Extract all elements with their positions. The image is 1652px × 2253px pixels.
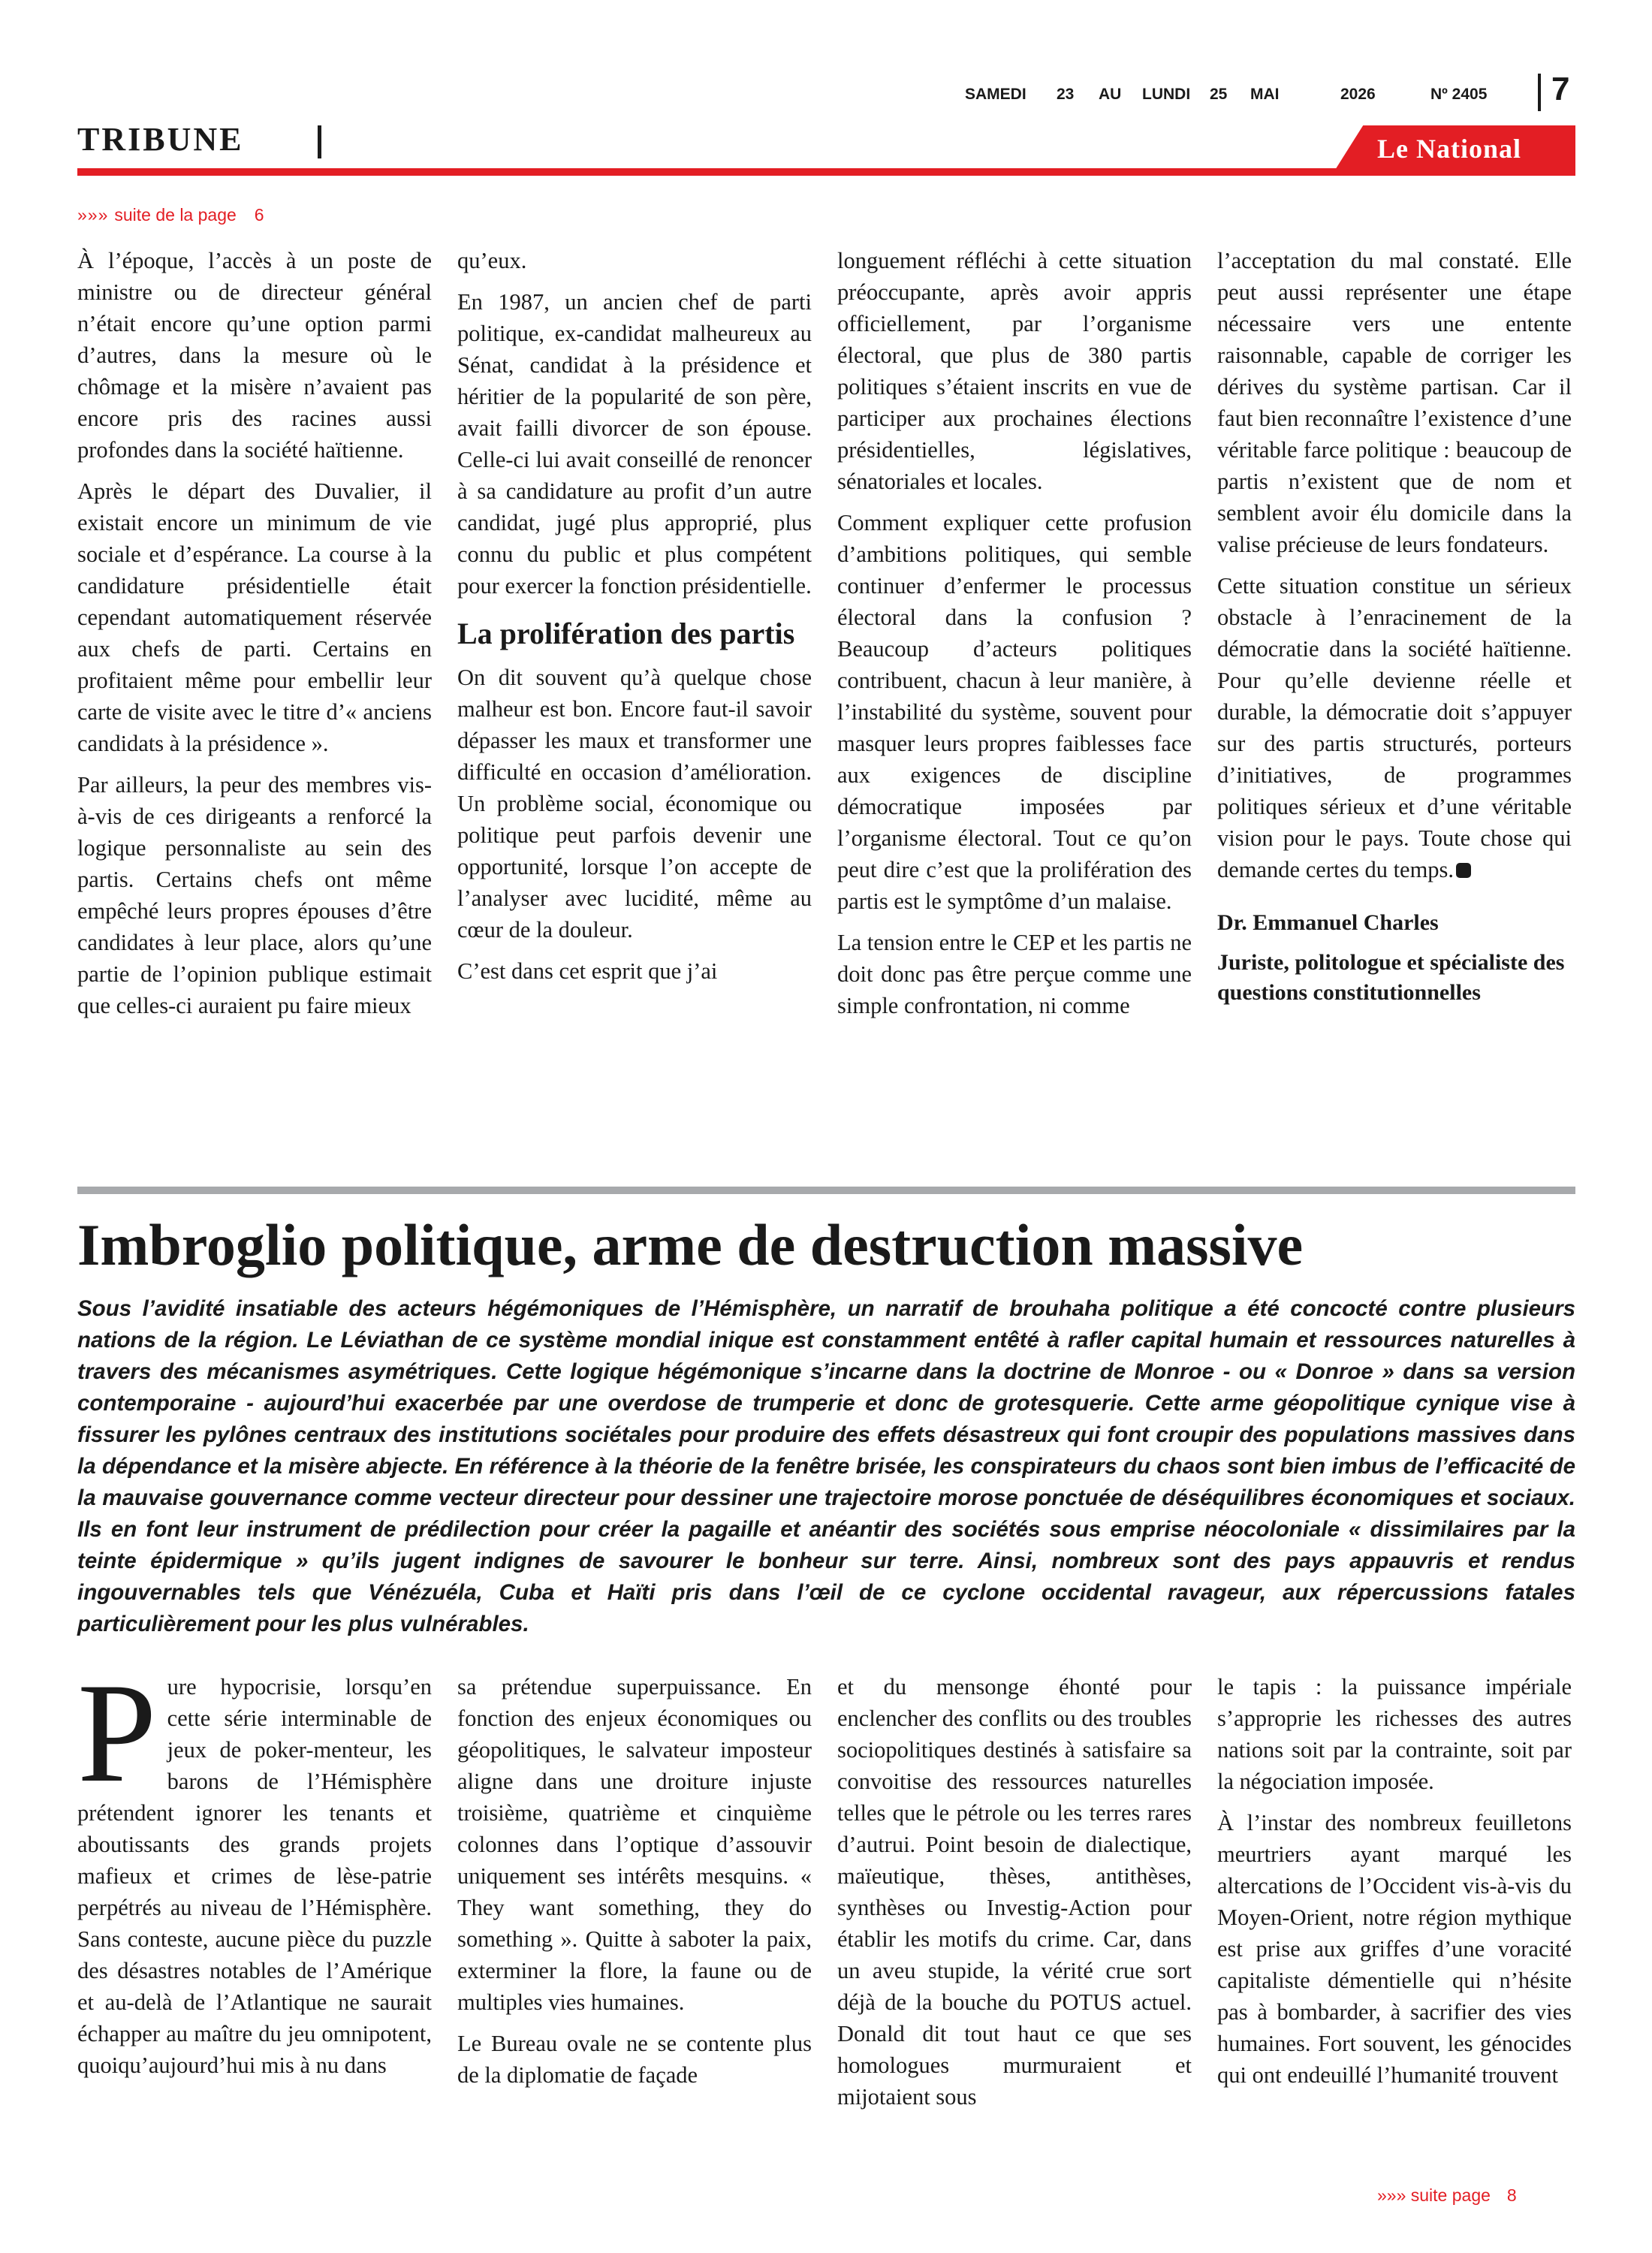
- article-column-4: [1217, 1671, 1572, 2212]
- issue-day-start: SAMEDI: [965, 86, 1026, 103]
- tribune-column-4: [1217, 245, 1572, 1164]
- paragraph-text: ure hypocrisie, lorsqu’en cette série interminable de jeux de poker-menteur, les barons de l’Hémisphère prétendent ignorer les tenants et aboutissants des grands projets mafieux et crimes de lèse-patrie perpétrés au niveau de l’Hémisphère. Sans conteste, aucune pièce du puzzle des désastres notables de l’Amérique et au-delà de l’Atlantique ne saurait échapper au maître du jeu omnipotent, quoiqu’aujourd’hui mis à nu dans: [77, 1674, 432, 2078]
- continued-from-page: 6: [254, 205, 264, 225]
- paragraph: À l’époque, l’accès à un poste de ministre ou de directeur général n’était encore qu’une option parmi d’autres, dans la mesure où le chômage et la misère n’avaient pas encore pris des racines aussi profondes dans la société haïtienne.: [77, 248, 432, 463]
- paragraph: l’acceptation du mal constaté. Elle peut aussi représenter une étape nécessaire vers une entente raisonnable, capable de corriger les dérives du système partisan. Car il faut bien reconnaître l’existence d’une véritable farce politique : beaucoup de partis n’existent que de nom et semblent avoir élu domicile dans la valise précieuse de leurs fondateurs.: [1217, 248, 1572, 557]
- paragraph-final: [1217, 570, 1572, 885]
- tribune-column-3: [837, 245, 1192, 1164]
- paragraph: Le Bureau ovale ne se contente plus de la diplomatie de façade: [457, 2031, 812, 2088]
- paragraph-final-text: Cette situation constitue un sérieux obstacle à l’enracinement de la démocratie dans la société haïtienne. Pour qu’elle devienne réelle et durable, la démocratie doit s’appuyer sur des partis structurés, porteurs d’initiatives, de programmes politiques sérieux et d’une véritable vision pour le pays. Toute chose qui demande certes du temps.: [1217, 573, 1572, 882]
- author-role: Juriste, politologue et spécialiste des questions constitutionnelles: [1217, 950, 1565, 1005]
- article-separator: [77, 1187, 1575, 1194]
- continued-from-arrows: »»»: [77, 205, 109, 225]
- paragraph: Par ailleurs, la peur des membres vis-à-vis de ces dirigeants a renforcé la logique personnaliste au sein des partis. Certains chefs ont même empêché leurs propres épouses d’être candidates à leur place, alors qu’une partie de l’opinion publique estimait que celles-ci auraient pu faire mieux: [77, 772, 432, 1018]
- tribune-column-2: [457, 245, 812, 1164]
- paragraph: La tension entre le CEP et les partis ne doit donc pas être perçue comme une simple confrontation, ni comme: [837, 930, 1192, 1018]
- end-of-article-icon: [1456, 863, 1471, 878]
- paragraph: et du mensonge éhonté pour enclencher des conflits ou des troubles sociopolitiques destinés à satisfaire sa convoitise des ressources naturelles telles que le pétrole ou les terres rares d’autrui. Point besoin de dialectique, maïeutique, thèses, antithèses, synthèses ou Investig-Action pour établir les motifs du crime. Car, dans un aveu stupide, la vérité crue sort déjà de la bouche du POTUS actuel. Donald dit tout haut ce que ses homologues murmuraient et mijotaient sous: [837, 1674, 1192, 2110]
- paragraph: sa prétendue superpuissance. En fonction des enjeux économiques ou géopolitiques, le salvateur imposteur aligne dans une droiture injuste troisième, quatrième et cinquième colonnes dans l’optique d’assouvir uniquement ses intérêts mesquins. « They want something, they do something ». Quitte à saboter la paix, exterminer la flore, la faune ou de multiples vies humaines.: [457, 1674, 812, 2015]
- article-lead: Sous l’avidité insatiable des acteurs hégémoniques de l’Hémisphère, un narratif de brouhaha politique a été concocté contre plusieurs nations de la région. Le Léviathan de ce système mondial inique est constamment entêté à rafler capital humain et ressources naturelles à travers des mécanismes asymétriques. Cette logique hégémonique s’incarne dans la doctrine de Monroe - ou « Donroe » dans sa version contemporaine - aujourd’hui exacerbée par une overdose de trumperie et donc de grotesquerie. Cette arme géopolitique cynique vise à fissurer les pylônes centraux des institutions sociétales pour produire des effets désastreux qui font croupir des populations massives dans la dépendance et la misère abjecte. En référence à la théorie de la fenêtre brisée, les conspirateurs du chaos sont bien imbus de l’efficacité de la mauvaise gouvernance comme vecteur directeur pour dessiner une trajectoire morose ponctuée de déséquilibres économiques et sociaux. Ils en font leur instrument de prédilection pour créer la pagaille et anéantir des sociétés sous emprise néocoloniale « dissimilaires par la teinte épidermique » qu’ils jugent indignes de savourer le bonheur sur terre. Ainsi, nombreux sont des pays appauvris et rendus ingouvernables tels que Vénézuéla, Cuba et Haïti pris dans l’œil de ce cyclone occidental ravageur, aux répercussions fatales particulièrement pour les plus vulnérables.: [77, 1296, 1575, 1636]
- page-number: 7: [1551, 71, 1570, 107]
- subheading: La prolifération des partis: [457, 617, 795, 650]
- paragraph: le tapis : la puissance impériale s’approprie les richesses des autres nations soit par la contrainte, soit par la négociation imposée.: [1217, 1674, 1572, 1794]
- article-column-2: [457, 1671, 812, 2212]
- continued-to-label: suite page: [1410, 2185, 1491, 2205]
- tribune-column-1: [77, 245, 432, 1164]
- section-title-bar: [318, 125, 321, 158]
- continued-to[interactable]: [1377, 2185, 1517, 2206]
- author-name: Dr. Emmanuel Charles: [1217, 910, 1439, 935]
- brand-logo: Le National: [1377, 134, 1522, 164]
- issue-date-start: 23: [1057, 86, 1075, 103]
- section-title: TRIBUNE: [77, 121, 244, 158]
- page-number-separator: [1538, 74, 1541, 111]
- paragraph: En 1987, un ancien chef de parti politique, ex-candidat malheureux au Sénat, candidat à la présidence et héritier de la popularité de son père, avait failli divorcer de son épouse. Celle-ci lui avait conseillé de renoncer à sa candidature au profit d’un autre candidat, jugé plus approprié, plus connu du public et plus compétent pour exercer la fonction présidentielle.: [457, 289, 812, 599]
- paragraph: Comment expliquer cette profusion d’ambitions politiques, qui semble continuer d’enfermer le processus électoral dans la confusion ? Beaucoup d’acteurs politiques contribuent, chacun à leur manière, à l’instabilité du système, souvent pour masquer leurs propres faiblesses face aux exigences de discipline démocratique imposées par l’organisme électoral. Tout ce qu’on peut dire c’est que la prolifération des partis est le symptôme d’un malaise.: [837, 510, 1192, 914]
- continued-from: [77, 205, 264, 225]
- continued-to-page: 8: [1506, 2185, 1517, 2205]
- article-column-1: [77, 1671, 432, 2212]
- issue-month: MAI: [1250, 86, 1280, 103]
- article-column-3: [837, 1671, 1192, 2212]
- issue-year: 2026: [1340, 86, 1376, 103]
- issue-connector: AU: [1099, 86, 1122, 103]
- paragraph: [77, 1671, 432, 2081]
- issue-number: Nº 2405: [1430, 86, 1488, 103]
- issue-date-end: 25: [1210, 86, 1228, 103]
- paragraph: qu’eux.: [457, 248, 527, 273]
- continued-to-arrows: »»»: [1377, 2185, 1406, 2205]
- paragraph: C’est dans cet esprit que j’ai: [457, 958, 718, 984]
- paragraph: longuement réfléchi à cette situation préoccupante, après avoir appris officiellement, par l’organisme électoral, que plus de 380 partis politiques s’étaient inscrits en vue de participer aux prochaines élections présidentielles, législatives, sénatoriales et locales.: [837, 248, 1192, 494]
- paragraph: Après le départ des Duvalier, il existait encore un minimum de vie sociale et d’espérance. La course à la candidature présidentielle était cependant automatiquement réservée aux chefs de parti. Certains en profitaient même pour embellir leur carte de visite avec le titre d’« anciens candidats à la présidence ».: [77, 478, 432, 756]
- paragraph: On dit souvent qu’à quelque chose malheur est bon. Encore faut-il savoir dépasser les maux et transformer une difficulté en occasion d’amélioration. Un problème social, économique ou politique peut parfois devenir une opportunité, lorsque l’on accepte de l’analyser avec lucidité, même au cœur de la douleur.: [457, 665, 812, 943]
- article-headline: Imbroglio politique, arme de destruction massive: [77, 1212, 1304, 1277]
- drop-cap: P: [77, 1671, 157, 1812]
- continued-from-label: suite de la page: [114, 205, 237, 225]
- issue-day-end: LUNDI: [1142, 86, 1191, 103]
- paragraph: À l’instar des nombreux feuilletons meurtriers ayant marqué les altercations de l’Occident vis-à-vis du Moyen-Orient, notre région mythique est prise aux griffes d’une voracité capitaliste démentielle qui n’hésite pas à bombarder, à sacrifier des vies humaines. Fort souvent, les génocides qui ont endeuillé l’humanité trouvent: [1217, 1810, 1572, 2088]
